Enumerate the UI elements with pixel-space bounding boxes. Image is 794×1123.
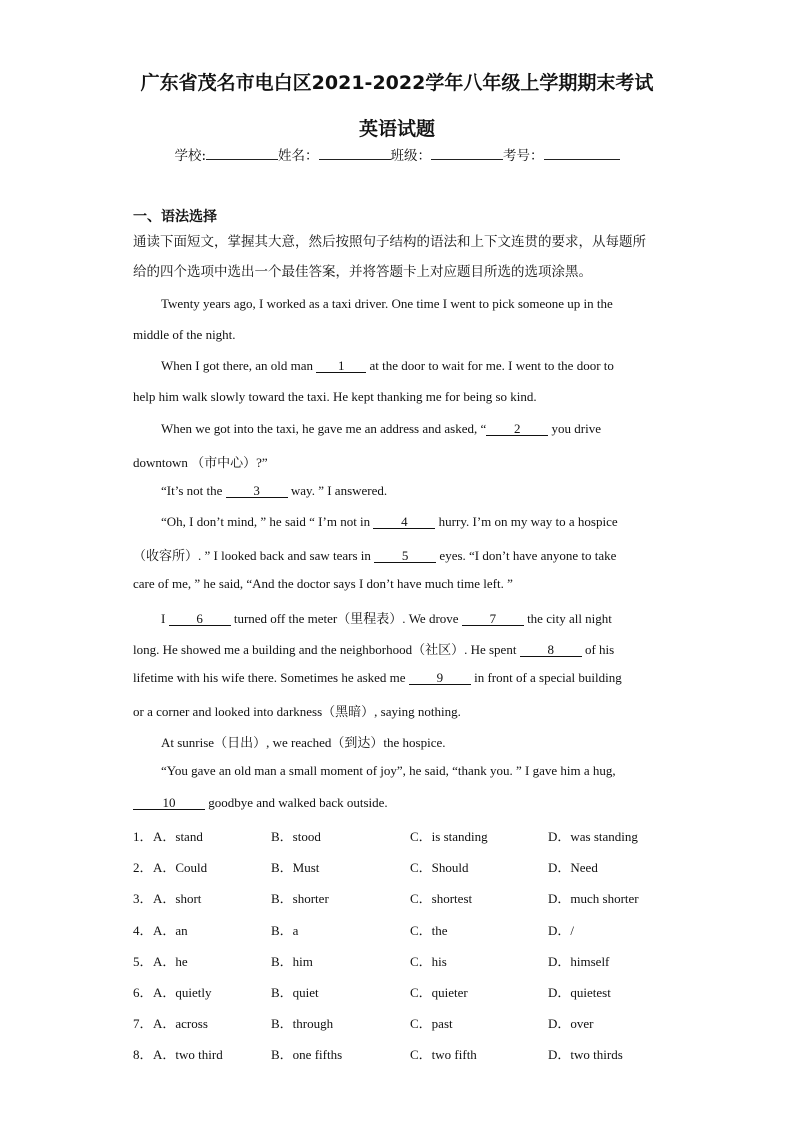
passage-text: lifetime with his wife there. Sometimes he asked me [133, 670, 409, 685]
passage-line [133, 545, 663, 564]
school-blank [206, 145, 278, 160]
option-b[interactable]: B．one fifths [271, 1047, 343, 1063]
passage-text: “Oh, I don’t mind, ” he said “ I’m not in [161, 514, 374, 529]
passage-line: “You gave an old man a small moment of joy”, he said, “thank you. ” I gave him a hug, [161, 763, 616, 778]
option-c[interactable]: C．his [410, 953, 447, 969]
class-label: 班级： [390, 148, 432, 164]
passage-text: hurry. I’m on my way to a hospice [435, 514, 618, 529]
option-d[interactable]: D．over [548, 1016, 594, 1032]
option-b[interactable]: B．shorter [271, 891, 329, 907]
passage-text: way. ” I answered. [287, 483, 388, 498]
question-number: 6． [133, 985, 153, 1000]
option-a[interactable]: A．Could [153, 860, 208, 876]
blank-5: 5 [374, 549, 436, 563]
passage-line [161, 514, 691, 530]
instruction-line-2: 给的四个选项中选出一个最佳答案，并将答题卡上对应题目所选的选项涂黑。 [133, 264, 592, 280]
blank-2: 2 [486, 422, 548, 436]
option-c[interactable]: C．past [410, 1016, 453, 1032]
option-a[interactable]: A．across [153, 1016, 208, 1032]
passage-line [161, 608, 691, 627]
passage-line [161, 483, 691, 499]
passage-line [161, 358, 691, 374]
question-number: 5． [133, 953, 153, 969]
passage-text: at the door to wait for me. I went to the door to [366, 358, 614, 373]
passage-text: you drive [548, 421, 601, 436]
passage-text: When we got into the taxi, he gave me an address and asked, “ [161, 421, 487, 436]
blank-10: 10 [133, 796, 205, 810]
passage-text: eyes. “I don’t have anyone to take [436, 548, 617, 563]
passage-text: “It’s not the [161, 483, 226, 498]
passage-line: care of me, ” he said, “And the doctor says I don’t have much time left. ” [133, 576, 513, 591]
passage-line: At sunrise（日出）, we reached（到达）the hospice. [161, 735, 446, 750]
option-c[interactable]: C．the [410, 922, 448, 938]
section-title: 一、语法选择 [133, 209, 217, 225]
instruction-line-1: 通读下面短文，掌握其大意，然后按照句子结构的语法和上下文连贯的要求，从每题所 [133, 234, 646, 250]
passage-text: long. He showed me a building and the neighborhood（社区）. He spent [133, 642, 520, 657]
passage-text: turned off the meter（里程表）. We drove [230, 611, 462, 626]
option-d[interactable]: D．quietest [548, 985, 611, 1000]
blank-4: 4 [373, 515, 435, 529]
option-d[interactable]: D．Need [548, 860, 598, 876]
option-a[interactable]: A．quietly [153, 985, 212, 1000]
passage-line [133, 795, 663, 811]
option-c[interactable]: C．shortest [410, 891, 473, 907]
option-b[interactable]: B．quiet [271, 985, 319, 1000]
passage-text: of his [581, 642, 615, 657]
question-number: 3． [133, 891, 153, 907]
blank-6: 6 [169, 612, 231, 626]
question-number: 7． [133, 1016, 153, 1032]
blank-9: 9 [409, 671, 471, 685]
blank-3: 3 [226, 484, 288, 498]
blank-8: 8 [520, 643, 582, 657]
option-a[interactable]: A．two third [153, 1047, 223, 1063]
option-b[interactable]: B．through [271, 1016, 334, 1032]
option-c[interactable]: C．Should [410, 860, 469, 876]
passage-text: the city all night [523, 611, 612, 626]
passage-line: help him walk slowly toward the taxi. He kept thanking me for being so kind. [133, 389, 537, 404]
passage-text: goodbye and walked back outside. [205, 795, 388, 810]
option-a[interactable]: A．he [153, 953, 188, 969]
name-blank [319, 145, 391, 160]
number-label: 考号： [503, 148, 544, 164]
exam-subtitle: 英语试题 [358, 118, 435, 140]
option-c[interactable]: C．is standing [410, 829, 488, 844]
option-a[interactable]: A．an [153, 922, 188, 938]
option-c[interactable]: C．quieter [410, 985, 468, 1000]
option-c[interactable]: C．two fifth [410, 1047, 477, 1063]
option-a[interactable]: A．stand [153, 829, 203, 844]
passage-line [133, 670, 663, 686]
option-a[interactable]: A．short [153, 891, 202, 907]
question-number: 4． [133, 922, 153, 938]
exam-title: 广东省茂名市电白区2021-2022学年八年级上学期期末考试 [140, 72, 654, 94]
option-d[interactable]: D．much shorter [548, 891, 639, 907]
blank-7: 7 [462, 612, 524, 626]
name-label: 姓名： [278, 148, 319, 164]
passage-text: in front of a special building [470, 670, 622, 685]
passage-line: Twenty years ago, I worked as a taxi driver. One time I went to pick someone up in the [161, 296, 613, 311]
option-d[interactable]: D．was standing [548, 829, 638, 844]
passage-line: downtown （市中心）?” [133, 455, 268, 470]
passage-line [133, 639, 663, 658]
passage-line: or a corner and looked into darkness（黑暗）, saying nothing. [133, 704, 461, 719]
passage-text: I [161, 611, 169, 626]
class-blank [431, 145, 503, 160]
option-b[interactable]: B．stood [271, 829, 321, 844]
option-d[interactable]: D．/ [548, 922, 575, 938]
passage-line: middle of the night. [133, 327, 236, 342]
passage-line [161, 421, 691, 437]
question-number: 8． [133, 1047, 153, 1063]
question-number: 1． [133, 829, 153, 844]
option-d[interactable]: D．two thirds [548, 1047, 623, 1063]
number-blank [544, 145, 620, 160]
option-d[interactable]: D．himself [548, 953, 610, 969]
option-b[interactable]: B．a [271, 922, 299, 938]
question-number: 2． [133, 860, 153, 876]
school-label: 学校: [174, 148, 207, 164]
passage-text: When I got there, an old man [161, 358, 317, 373]
student-info-row [0, 144, 794, 164]
passage-text: （收容所）. ” I looked back and saw tears in [133, 548, 375, 563]
option-b[interactable]: B．him [271, 953, 313, 969]
blank-1: 1 [316, 359, 366, 373]
option-b[interactable]: B．Must [271, 860, 320, 876]
